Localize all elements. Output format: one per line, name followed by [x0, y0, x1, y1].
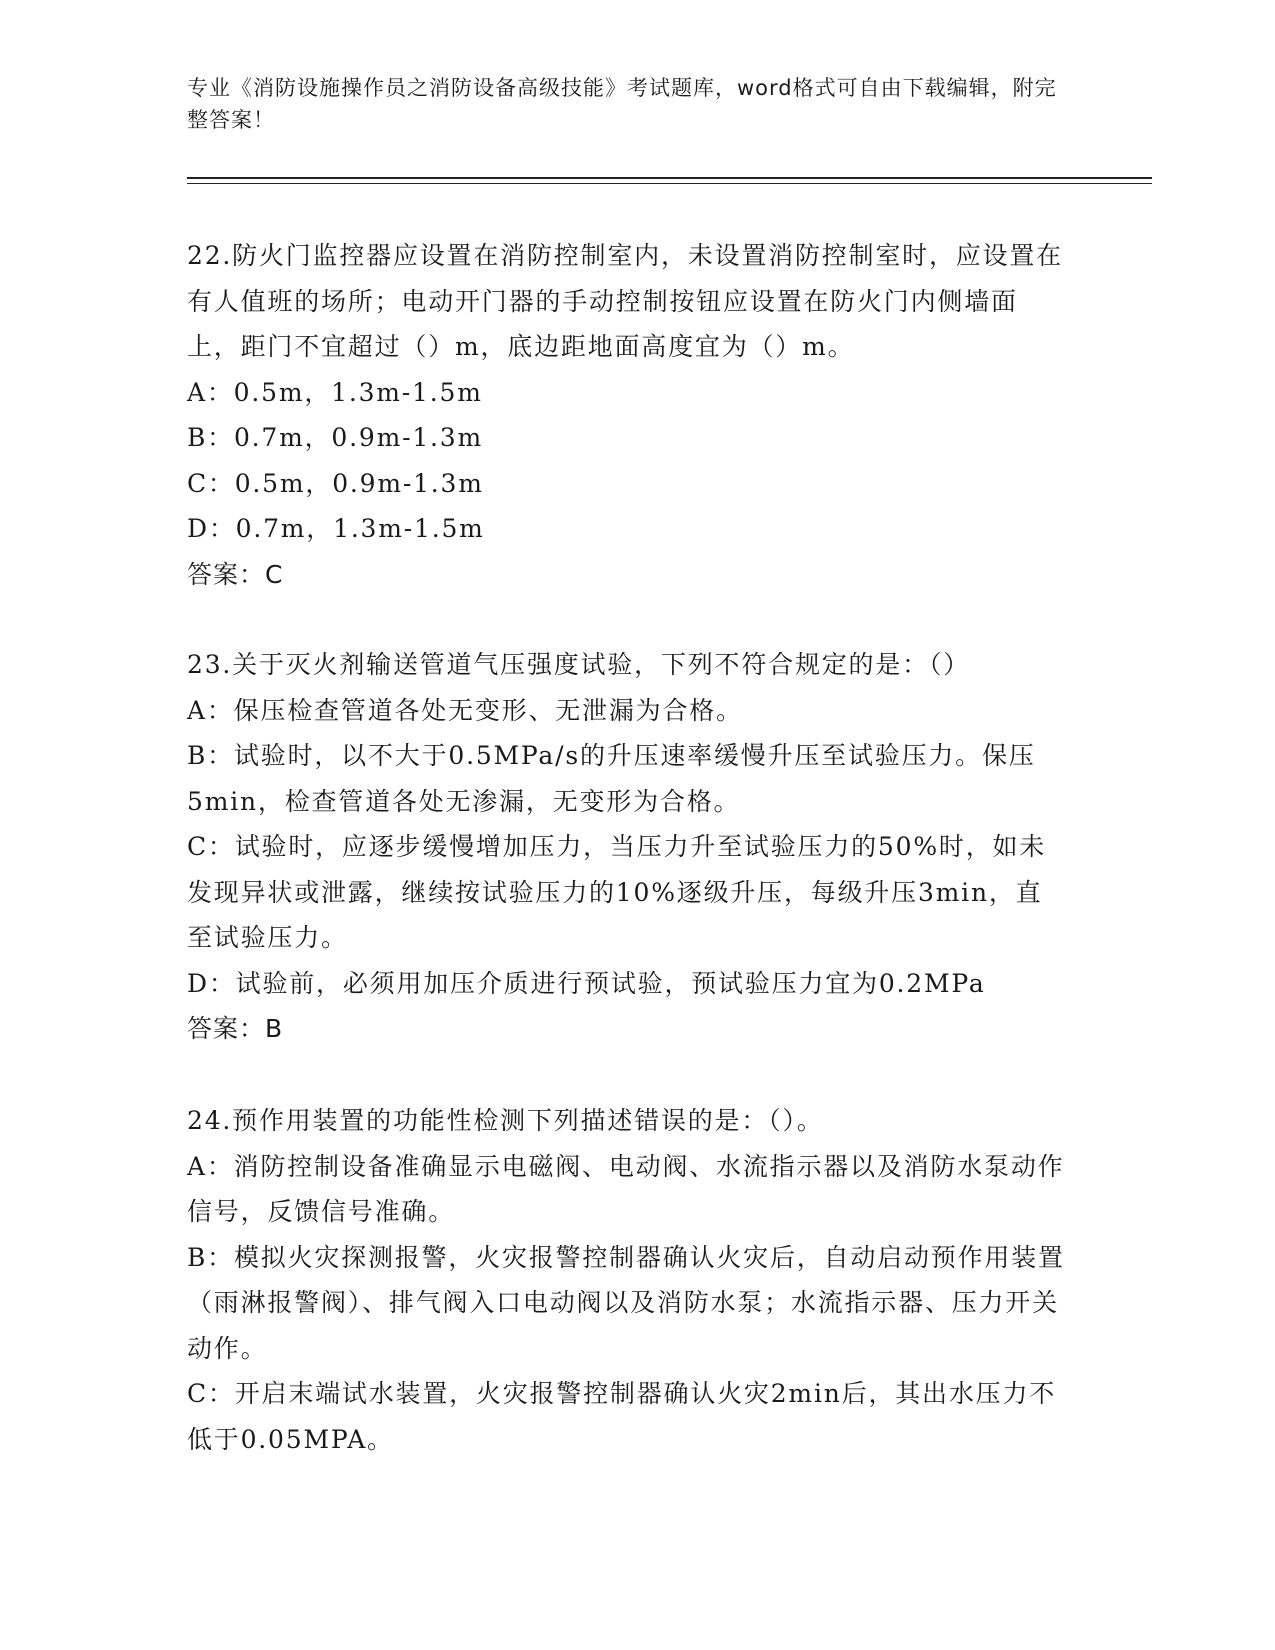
option-a: A：0.5m，1.3m-1.5m	[187, 377, 483, 407]
header-divider-bottom	[187, 183, 1152, 184]
option-d: D：0.7m，1.3m-1.5m	[187, 514, 485, 543]
option-b: B：试验时，以不大于0.5MPa/s的升压速率缓慢升压至试验压力。保压5min，检查管道各处无渗漏，无变形为合格。	[187, 741, 1036, 816]
option-a: A：消防控制设备准确显示电磁阀、电动阀、水流指示器以及消防水泵动作信号，反馈信号准确。	[187, 1151, 1065, 1226]
question-24	[187, 1098, 1067, 1462]
option-c: C：0.5m，0.9m-1.3m	[187, 468, 484, 498]
question-stem: 22.防火门监控器应设置在消防控制室内，未设置消防控制室时，应设置在有人值班的场所；电动开门器的手动控制按钮应设置在防火门内侧墙面上，距门不宜超过（）m，底边距地面高度宜为（）m。	[187, 241, 1063, 361]
option-c: C：开启末端试水装置，火灾报警控制器确认火灾2min后，其出水压力不低于0.05MPA。	[187, 1379, 1057, 1454]
question-23	[187, 642, 1067, 1052]
option-c: C：试验时，应逐步缓慢增加压力，当压力升至试验压力的50%时，如未发现异状或泄露，继续按试验压力的10%逐级升压，每级升压3min，直至试验压力。	[187, 832, 1047, 952]
option-d: D：试验前，必须用加压介质进行预试验，预试验压力宜为0.2MPa	[187, 968, 986, 998]
question-stem: 24.预作用装置的功能性检测下列描述错误的是：（）。	[187, 1106, 824, 1135]
option-b: B：0.7m，0.9m-1.3m	[187, 423, 484, 452]
answer: 答案：C	[187, 559, 284, 589]
option-a: A：保压检查管道各处无变形、无泄漏为合格。	[187, 695, 743, 725]
question-stem: 23.关于灭火剂输送管道气压强度试验，下列不符合规定的是：（）	[187, 650, 971, 679]
option-b: B：模拟火灾探测报警，火灾报警控制器确认火灾后，自动启动预作用装置（雨淋报警阀）、排气阀入口电动阀以及消防水泵；水流指示器、压力开关动作。	[187, 1242, 1065, 1363]
question-22	[187, 233, 1067, 597]
header-divider-top	[187, 177, 1152, 179]
document-header: 专业《消防设施操作员之消防设备高级技能》考试题库，word格式可自由下载编辑，附完整答案！	[187, 76, 1057, 132]
answer: 答案：B	[187, 1014, 284, 1043]
